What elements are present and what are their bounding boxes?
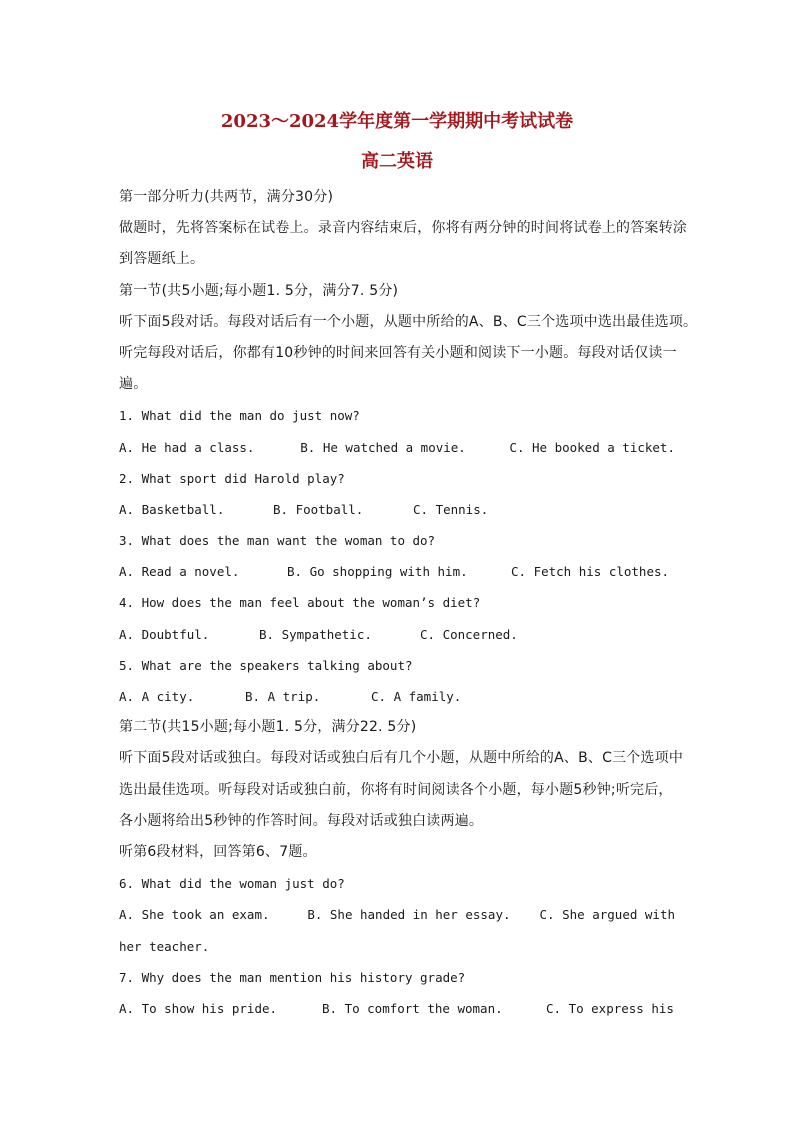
option-b: B. To comfort the woman. <box>322 1000 503 1016</box>
option-a: A. She took an exam. <box>119 907 270 923</box>
question-1: 1. What did the man do just now? <box>119 408 360 424</box>
part1-instruction: 到答题纸上。 <box>119 251 205 268</box>
option-b: B. A trip. <box>245 689 321 704</box>
exam-title: 2023～2024学年度第一学期期中考试试卷 <box>220 111 574 132</box>
option-c: C. She argued with <box>539 907 675 923</box>
option-a: A. A city. <box>119 689 195 704</box>
question-5: 5. What are the speakers talking about? <box>119 657 413 673</box>
exam-content <box>119 182 698 1024</box>
options-2 <box>119 494 675 525</box>
options-7 <box>119 993 675 1024</box>
option-a: A. He had a class. <box>119 439 255 455</box>
option-a: A. To show his pride. <box>119 1000 278 1016</box>
options-6 <box>119 899 675 930</box>
option-b: B. Go shopping with him. <box>287 564 468 580</box>
section2-instruction: 听下面5段对话或独白。每段对话或独白后有几个小题，从题中所给的A、B、C三个选项中 <box>119 750 684 767</box>
option-a: A. Doubtful. <box>119 626 210 642</box>
question-3: 3. What does the man want the woman to do? <box>119 533 436 549</box>
option-a: A. Basketball. <box>119 501 225 517</box>
option-b: B. Football. <box>273 501 364 517</box>
options-5 <box>119 681 675 712</box>
part1-instruction: 做题时，先将答案标在试卷上。录音内容结束后，你将有两分钟的时间将试卷上的答案转涂 <box>119 220 687 237</box>
question-6: 6. What did the woman just do? <box>119 876 345 892</box>
exam-subject: 高二英语 <box>361 151 433 172</box>
section2-heading: 第二节(共15小题;每小题1. 5分，满分22. 5分) <box>119 719 417 736</box>
options-3 <box>119 556 675 587</box>
option-c: C. To express his <box>546 1000 674 1016</box>
section1-instruction: 遍。 <box>119 376 148 393</box>
option-b: B. She handed in her essay. <box>307 907 511 923</box>
option-c-continued: her teacher. <box>119 938 210 954</box>
section1-instruction: 听完每段对话后，你都有10秒钟的时间来回答有关小题和阅读下一小题。每段对话仅读一 <box>119 344 677 361</box>
question-7: 7. Why does the man mention his history grade? <box>119 969 466 985</box>
option-c: C. Tennis. <box>413 501 489 517</box>
section2-instruction: 选出最佳选项。听每段对话或独白前，你将有时间阅读各个小题，每小题5秒钟;听完后， <box>119 781 673 798</box>
option-b: B. He watched a movie. <box>300 439 466 455</box>
question-2: 2. What sport did Harold play? <box>119 470 345 486</box>
options-4 <box>119 619 675 650</box>
option-b: B. Sympathetic. <box>259 626 372 642</box>
section2-instruction: 各小题将给出5秒钟的作答时间。每段对话或独白读两遍。 <box>119 812 484 829</box>
part1-heading: 第一部分听力(共两节，满分30分) <box>119 189 334 205</box>
material-6-note: 听第6段材料，回答第6、7题。 <box>119 843 317 860</box>
option-a: A. Read a novel. <box>119 564 240 580</box>
section1-instruction: 听下面5段对话。每段对话后有一个小题，从题中所给的A、B、C三个选项中选出最佳选项。 <box>119 313 698 330</box>
option-c: C. Fetch his clothes. <box>511 564 670 580</box>
question-4: 4. How does the man feel about the woman’s diet? <box>119 595 481 611</box>
section1-heading: 第一节(共5小题;每小题1. 5分，满分7. 5分) <box>119 282 399 299</box>
option-c: C. A family. <box>371 689 462 704</box>
options-1 <box>119 432 675 463</box>
option-c: C. Concerned. <box>420 626 518 642</box>
option-c: C. He booked a ticket. <box>509 439 675 455</box>
